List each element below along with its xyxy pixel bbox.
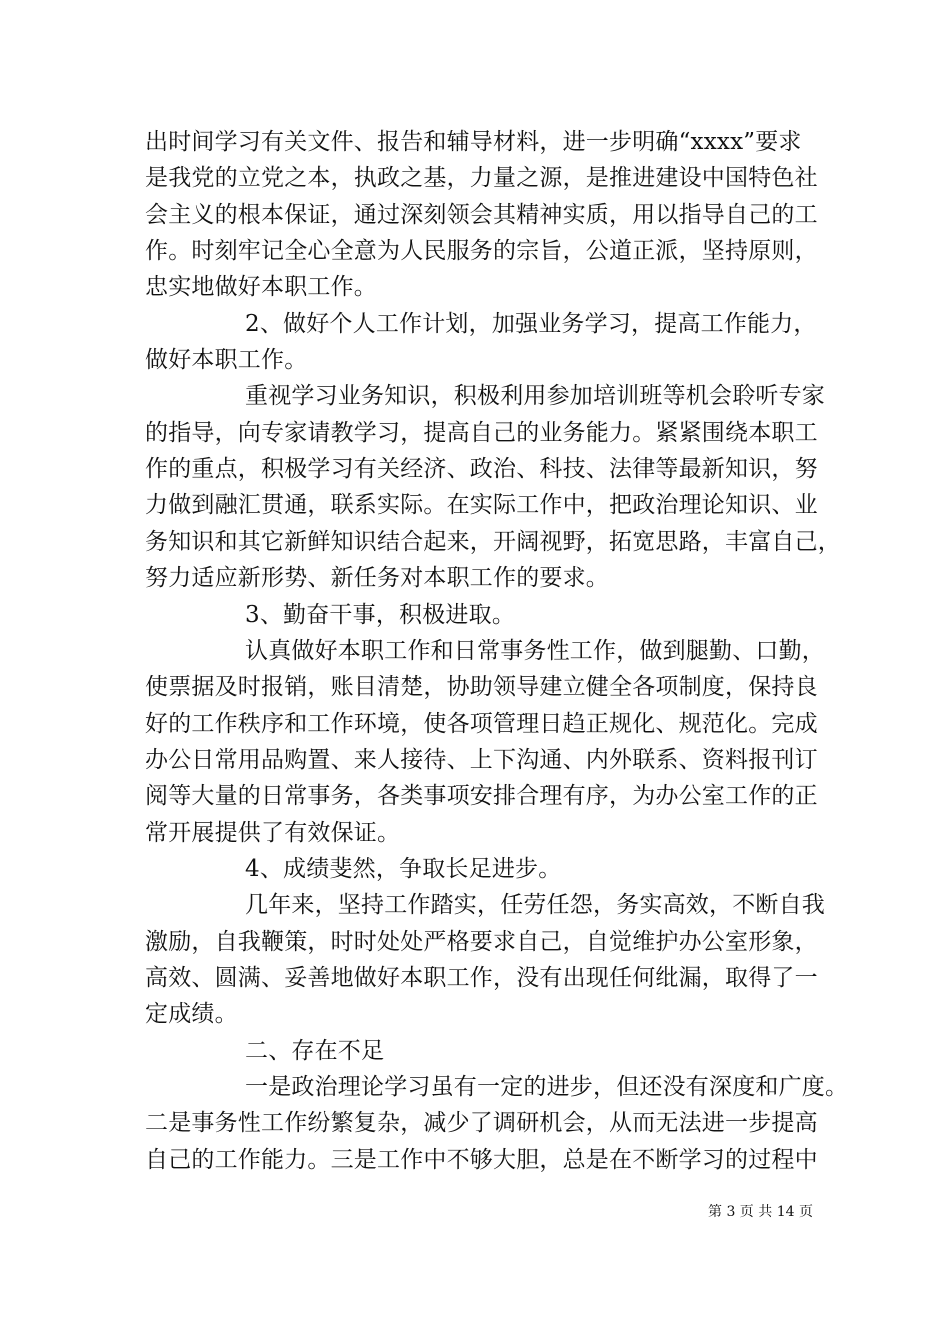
body-text-line: 重视学习业务知识，积极利用参加培训班等机会聆听专家: [245, 383, 825, 409]
body-text-line: 激励，自我鞭策，时时处处严格要求自己，自觉维护办公室形象，: [145, 929, 818, 955]
body-text-line: 作。时刻牢记全心全意为人民服务的宗旨，公道正派，坚持原则，: [145, 238, 818, 264]
body-text-line: 一是政治理论学习虽有一定的进步，但还没有深度和广度。: [245, 1074, 849, 1100]
section-heading-continuation: 做好本职工作。: [145, 347, 308, 373]
body-text-line: 几年来，坚持工作踏实，任劳任怨，务实高效，不断自我: [245, 892, 825, 918]
body-text-line: 忠实地做好本职工作。: [145, 274, 377, 300]
body-text-line: 阅等大量的日常事务，各类事项安排合理有序，为办公室工作的正: [145, 783, 818, 809]
body-text-line: 自己的工作能力。三是工作中不够大胆，总是在不断学习的过程中: [145, 1147, 818, 1173]
body-text-line: 常开展提供了有效保证。: [145, 820, 401, 846]
body-text-line: 好的工作秩序和工作环境，使各项管理日趋正规化、规范化。完成: [145, 711, 818, 737]
body-text-line: 作的重点，积极学习有关经济、政治、科技、法律等最新知识，努: [145, 456, 818, 482]
body-text-line: 使票据及时报销，账目清楚，协助领导建立健全各项制度，保持良: [145, 674, 818, 700]
section-heading: 二、存在不足: [245, 1038, 385, 1064]
body-text-line: 努力适应新形势、新任务对本职工作的要求。: [145, 565, 609, 591]
body-text-line: 会主义的根本保证，通过深刻领会其精神实质，用以指导自己的工: [145, 202, 818, 228]
body-text-line: 定成绩。: [145, 1001, 238, 1027]
section-heading: 2、做好个人工作计划，加强业务学习，提高工作能力，: [245, 311, 817, 337]
page-number-footer: 第 3 页 共 14 页: [708, 1204, 813, 1220]
body-text-line: 出时间学习有关文件、报告和辅导材料，进一步明确“xxxx”要求: [145, 129, 802, 155]
body-text-line: 办公日常用品购置、来人接待、上下沟通、内外联系、资料报刊订: [145, 747, 818, 773]
body-text-line: 高效、圆满、妥善地做好本职工作，没有出现任何纰漏，取得了一: [145, 965, 818, 991]
body-text-line: 力做到融汇贯通，联系实际。在实际工作中，把政治理论知识、业: [145, 492, 818, 518]
section-heading: 4、成绩斐然，争取长足进步。: [245, 856, 562, 882]
section-heading: 3、勤奋干事，积极进取。: [245, 602, 516, 628]
body-text-line: 二是事务性工作纷繁复杂，减少了调研机会，从而无法进一步提高: [145, 1110, 818, 1136]
body-text-line: 是我党的立党之本，执政之基，力量之源，是推进建设中国特色社: [145, 165, 818, 191]
body-text-line: 的指导，向专家请教学习，提高自己的业务能力。紧紧围绕本职工: [145, 420, 818, 446]
body-text-line: 认真做好本职工作和日常事务性工作，做到腿勤、口勤，: [245, 638, 825, 664]
body-text-line: 务知识和其它新鲜知识结合起来，开阔视野，拓宽思路，丰富自己，: [145, 529, 841, 555]
